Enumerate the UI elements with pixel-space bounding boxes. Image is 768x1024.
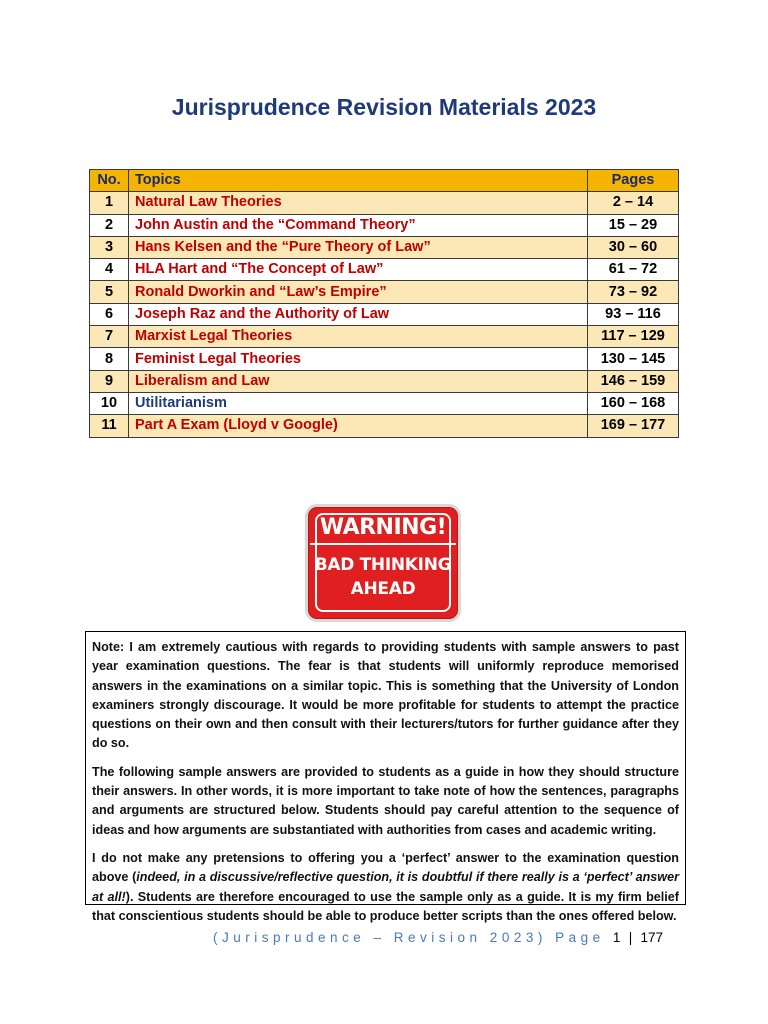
note-box [85, 631, 686, 923]
row-topic: Feminist Legal Theories [129, 348, 588, 370]
row-topic: Hans Kelsen and the “Pure Theory of Law” [129, 236, 588, 258]
contents-row [90, 348, 679, 370]
row-number: 11 [90, 415, 129, 437]
warning-sign-heading: WARNING! [319, 515, 447, 540]
row-pages: 117 – 129 [588, 326, 679, 348]
row-pages: 2 – 14 [588, 192, 679, 214]
row-number: 9 [90, 370, 129, 392]
row-topic: Liberalism and Law [129, 370, 588, 392]
note-paragraph-3-start: I do not make any pretensions to offering you a ‘perfect’ answer to the examination question above ( [92, 850, 679, 885]
row-number: 5 [90, 281, 129, 303]
row-topic: Joseph Raz and the Authority of Law [129, 303, 588, 325]
row-number: 8 [90, 348, 129, 370]
document-title: Jurisprudence Revision Materials 2023 [171, 94, 597, 120]
contents-row [90, 370, 679, 392]
row-pages: 30 – 60 [588, 236, 679, 258]
row-pages: 130 – 145 [588, 348, 679, 370]
row-topic: Utilitarianism [129, 392, 588, 414]
warning-sign [305, 504, 461, 622]
row-topic: John Austin and the “Command Theory” [129, 214, 588, 236]
warning-sign-body [308, 553, 458, 601]
row-number: 2 [90, 214, 129, 236]
contents-row [90, 326, 679, 348]
row-pages: 73 – 92 [588, 281, 679, 303]
row-pages: 160 – 168 [588, 392, 679, 414]
row-topic: HLA Hart and “The Concept of Law” [129, 259, 588, 281]
row-pages: 146 – 159 [588, 370, 679, 392]
row-pages: 169 – 177 [588, 415, 679, 437]
note-paragraph-1: Note: I am extremely cautious with regards to providing students with sample answers to past year examination questions. The fear is that students will uniformly reproduce memorised answers in the examinations on a similar topic. This is something that the University of London examiners strongly discourage. It would be more profitable for students to attempt the practice questions on their own and then consult with their lecturers/tutors for further guidance after they do so. [92, 640, 679, 751]
warning-sign-divider [310, 543, 456, 545]
warning-sign-line2: BAD THINKING [314, 555, 452, 575]
footer-total-pages: 177 [640, 930, 663, 945]
contents-row [90, 392, 679, 414]
row-number: 6 [90, 303, 129, 325]
contents-row [90, 415, 679, 437]
row-pages: 15 – 29 [588, 214, 679, 236]
contents-row [90, 281, 679, 303]
row-number: 4 [90, 259, 129, 281]
row-topic: Marxist Legal Theories [129, 326, 588, 348]
header-pages: Pages [588, 170, 679, 192]
contents-row [90, 259, 679, 281]
contents-header-row [90, 170, 679, 192]
row-number: 3 [90, 236, 129, 258]
page-footer [0, 930, 663, 945]
row-pages: 61 – 72 [588, 259, 679, 281]
footer-running-title: (Jurisprudence – Revision 2023) [212, 930, 547, 945]
note-paragraph-2: The following sample answers are provided to students as a guide in how they should structure their answers. In other words, it is more important to take note of how the sentences, paragraphs and arguments are structured below. Students should pay careful attention to the sequence of ideas and how arguments are substantiated with authorities from cases and academic writing. [92, 764, 679, 837]
note-paragraph-3 [92, 849, 679, 926]
contents-table [89, 169, 679, 438]
footer-page-number: 1 [612, 930, 621, 945]
footer-page-word: Page [555, 930, 605, 945]
contents-row [90, 303, 679, 325]
row-pages: 93 – 116 [588, 303, 679, 325]
contents-row [90, 236, 679, 258]
footer-separator: | [628, 930, 633, 945]
row-number: 10 [90, 392, 129, 414]
warning-sign-line3: AHEAD [350, 579, 416, 599]
row-number: 7 [90, 326, 129, 348]
row-topic: Ronald Dworkin and “Law’s Empire” [129, 281, 588, 303]
row-number: 1 [90, 192, 129, 214]
note-paragraph-3-italic: indeed, in a discussive/reflective question, it is doubtful if there really is a ‘perfect’ answer at all! [92, 870, 679, 904]
header-no: No. [90, 170, 129, 192]
note-paragraph-3-end: ). Students are therefore encouraged to use the sample only as a guide. It is my firm belief that conscientious students should be able to produce better scripts than the ones offered below. [92, 889, 679, 923]
header-topics: Topics [129, 170, 588, 192]
contents-row [90, 192, 679, 214]
contents-row [90, 214, 679, 236]
row-topic: Part A Exam (Lloyd v Google) [129, 415, 588, 437]
row-topic: Natural Law Theories [129, 192, 588, 214]
